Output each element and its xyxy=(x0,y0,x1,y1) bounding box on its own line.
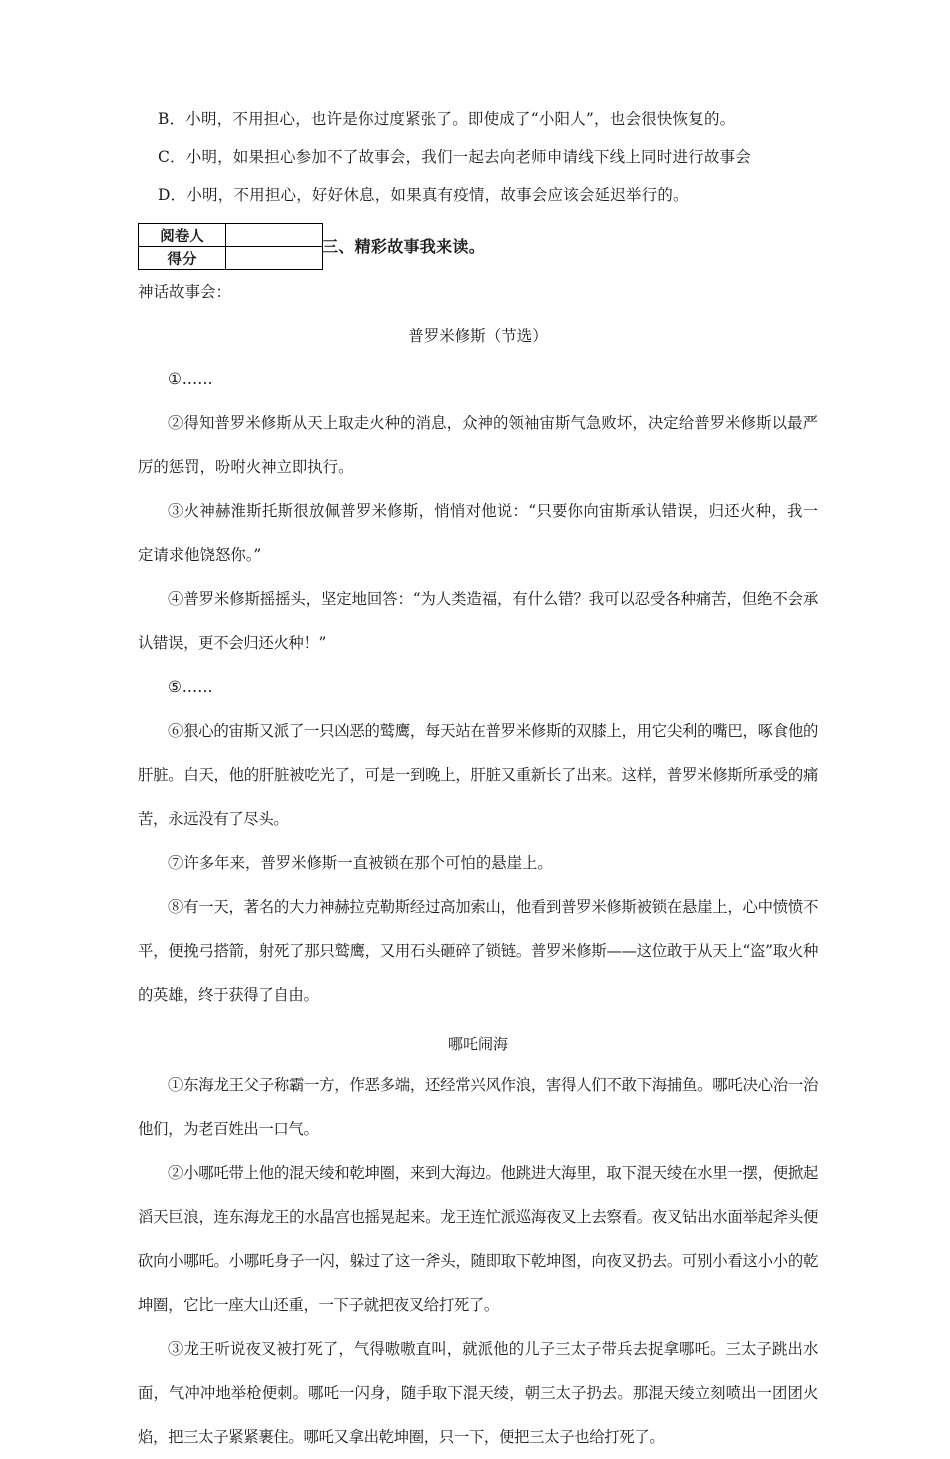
score-table xyxy=(138,223,323,270)
choice-option-b: B．小明，不用担心，也许是你过度紧张了。即使成了“小阳人”，也会很快恢复的。 xyxy=(158,110,736,128)
choice-option-d: D．小明，不用担心，好好休息，如果真有疫情，故事会应该会延迟举行的。 xyxy=(158,186,689,204)
passage-one-paragraph-2: ②得知普罗米修斯从天上取走火种的消息，众神的领袖宙斯气急败坏，决定给普罗米修斯以最严厉的惩罚，吩咐火神立即执行。 xyxy=(138,414,818,476)
passage-two-title: 哪吒闹海 xyxy=(447,1035,508,1053)
passage-one-paragraph-4: ④普罗米修斯摇摇头，坚定地回答：“为人类造福，有什么错？我可以忍受各种痛苦，但绝不会承认错误，更不会归还火种！” xyxy=(138,590,818,652)
passage-one-title: 普罗米修斯（节选） xyxy=(408,327,548,345)
choice-option-c: C．小明，如果担心参加不了故事会，我们一起去向老师申请线下线上同时进行故事会 xyxy=(158,148,751,166)
passage-one-paragraph-1: ①…… xyxy=(168,370,213,388)
passage-one-paragraph-3: ③火神赫淮斯托斯很放佩普罗米修斯，悄悄对他说：“只要你向宙斯承认错误，归还火种，我一定请求他饶怒你。” xyxy=(138,502,818,564)
reviewer-label-cell: 阅卷人 xyxy=(139,224,226,247)
passage-two-paragraph-2: ②小哪吒带上他的混天绫和乾坤圈，来到大海边。他跳进大海里，取下混天绫在水里一摆，便掀起滔天巨浪，连东海龙王的水晶宫也摇晃起来。龙王连忙派巡海夜叉上去察看。夜叉钻出水面举起斧头便砍向小哪吒。小哪吒身子一闪，躲过了这一斧头，随即取下乾坤图，向夜叉扔去。可别小看这小小的乾坤圈，它比一座大山还重，一下子就把夜叉给打死了。 xyxy=(138,1164,818,1314)
score-value-cell[interactable] xyxy=(226,247,323,270)
passage-one-paragraph-8: ⑧有一天，著名的大力神赫拉克勒斯经过高加索山，他看到普罗米修斯被锁在悬崖上，心中愤愤不平，便挽弓搭箭，射死了那只鹫鹰，又用石头砸碎了锁链。普罗米修斯——这位敢于从天上“盗”取火种的英雄，终于获得了自由。 xyxy=(138,898,818,1004)
lead-line: 神话故事会： xyxy=(138,283,232,301)
section-heading: 三、精彩故事我来读。 xyxy=(322,237,486,256)
passage-two-paragraph-3: ③龙王听说夜叉被打死了，气得嗷嗷直叫，就派他的儿子三太子带兵去捉拿哪吒。三太子跳出水面，气冲冲地举枪便刺。哪吒一闪身，随手取下混天绫，朝三太子扔去。那混天绫立刻喷出一团团火焰，把三太子紧紧裹住。哪吒又拿出乾坤圈，只一下，便把三太子也给打死了。 xyxy=(138,1340,818,1446)
passage-one-paragraph-5: ⑤…… xyxy=(168,678,213,696)
table-row xyxy=(139,247,323,270)
passage-one-paragraph-7: ⑦许多年来，普罗米修斯一直被锁在那个可怕的悬崖上。 xyxy=(168,854,553,872)
table-row xyxy=(139,224,323,247)
page-content xyxy=(138,100,818,1459)
reviewer-value-cell[interactable] xyxy=(226,224,323,247)
section-header-row xyxy=(138,221,818,275)
passage-one-paragraph-6: ⑥狠心的宙斯又派了一只凶恶的鹫鹰，每天站在普罗米修斯的双膝上，用它尖利的嘴巴，啄食他的肝脏。白天，他的肝脏被吃光了，可是一到晚上，肝脏又重新长了出来。这样，普罗米修斯所承受的痛苦，永远没有了尽头。 xyxy=(138,722,818,828)
passage-two-paragraph-1: ①东海龙王父子称霸一方，作恶多端，还经常兴风作浪，害得人们不敢下海捕鱼。哪吒决心治一治他们，为老百姓出一口气。 xyxy=(138,1076,818,1138)
score-label-cell: 得分 xyxy=(139,247,226,270)
